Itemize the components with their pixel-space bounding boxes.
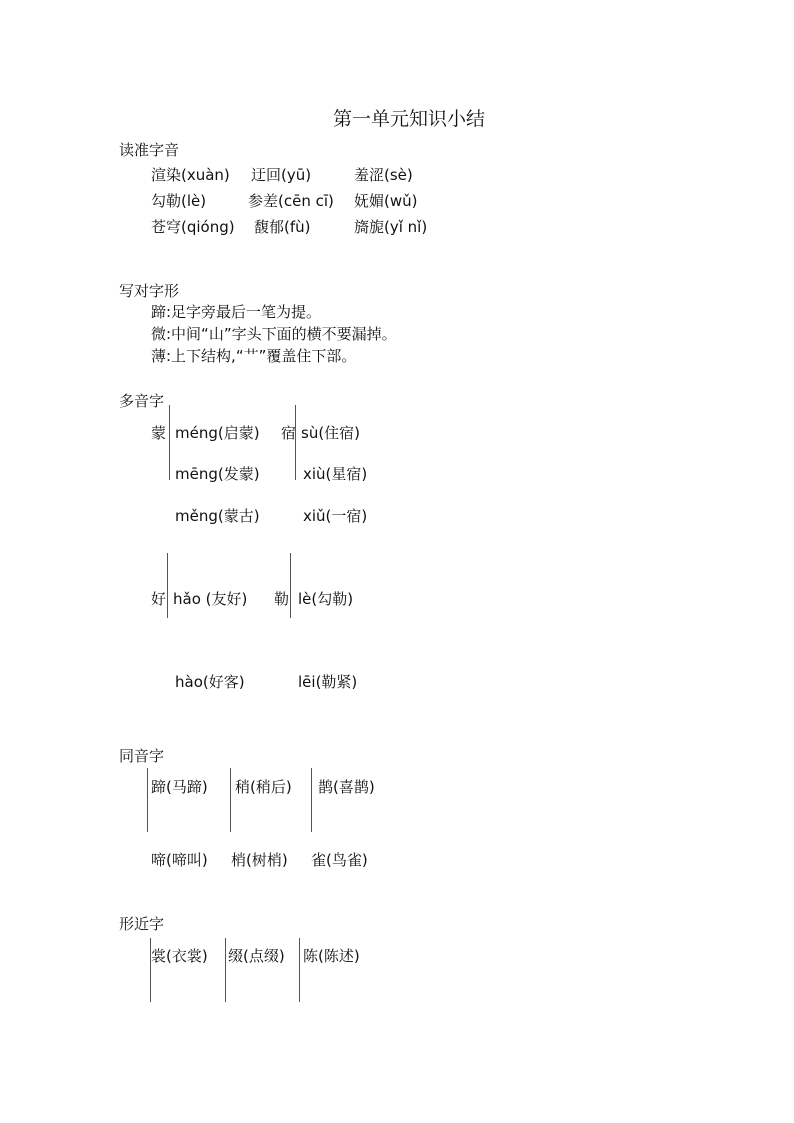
polyphonic-reading: xiù(星宿) [303, 465, 368, 483]
polyphonic-reading: méng(启蒙) [175, 424, 260, 442]
brace [169, 405, 174, 480]
page-title: 第一单元知识小结 [333, 108, 486, 130]
polyphonic-char-meng: 蒙 [151, 424, 167, 442]
homophone-item: 梢(树梢) [231, 851, 288, 869]
homophone-item: 鹊(喜鹊) [318, 778, 375, 796]
reading-item: 馥郁(fù) [254, 218, 311, 236]
similar-item: 缀(点缀) [228, 947, 285, 965]
polyphonic-reading: měng(蒙古) [175, 507, 260, 525]
polyphonic-reading: mēng(发蒙) [175, 465, 260, 483]
reading-item: 羞涩(sè) [354, 166, 413, 184]
polyphonic-reading: lè(勾勒) [298, 590, 354, 608]
polyphonic-reading: sù(住宿) [301, 424, 361, 442]
reading-item: 苍穹(qióng) [151, 218, 235, 236]
brace [290, 553, 295, 618]
polyphonic-char-le: 勒 [274, 590, 290, 608]
section-heading-homophones: 同音字 [119, 747, 165, 765]
reading-item: 勾勒(lè) [151, 192, 207, 210]
polyphonic-reading: lēi(勒紧) [298, 673, 358, 691]
homophone-item: 啼(啼叫) [151, 851, 208, 869]
section-heading-similar: 形近字 [119, 915, 165, 933]
writing-line: 薄:上下结构,“艹”覆盖住下部。 [151, 347, 357, 365]
polyphonic-reading: hào(好客) [175, 673, 245, 691]
polyphonic-reading: xiǔ(一宿) [303, 507, 368, 525]
reading-item: 旖旎(yǐ nǐ) [354, 218, 428, 236]
section-heading-reading: 读准字音 [119, 141, 180, 159]
writing-line: 蹄:足字旁最后一笔为提。 [151, 303, 322, 321]
polyphonic-char-hao: 好 [151, 590, 167, 608]
section-heading-writing: 写对字形 [119, 282, 180, 300]
homophone-item: 稍(稍后) [235, 778, 292, 796]
reading-item: 参差(cēn cī) [248, 192, 334, 210]
section-heading-polyphonic: 多音字 [119, 392, 165, 410]
reading-item: 妩媚(wǔ) [354, 192, 418, 210]
brace [167, 553, 172, 618]
reading-item: 渲染(xuàn) [151, 166, 230, 184]
similar-item: 陈(陈述) [303, 947, 360, 965]
brace [295, 405, 300, 480]
homophone-item: 雀(鸟雀) [311, 851, 368, 869]
homophone-item: 蹄(马蹄) [151, 778, 208, 796]
brace [311, 768, 316, 832]
polyphonic-reading: hǎo (友好) [173, 590, 248, 608]
reading-item: 迂回(yū) [251, 166, 312, 184]
polyphonic-char-su: 宿 [281, 424, 297, 442]
writing-line: 微:中间“山”字头下面的横不要漏掉。 [151, 325, 397, 343]
similar-item: 裳(衣裳) [151, 947, 208, 965]
